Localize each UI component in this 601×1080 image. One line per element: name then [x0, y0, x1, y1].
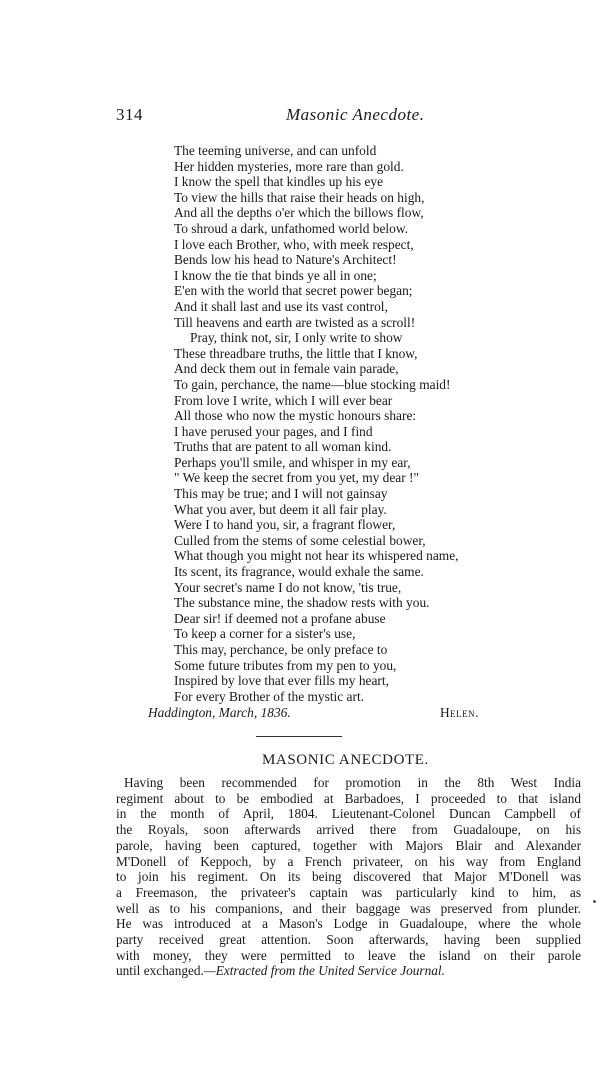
article-line: M'Donell of Keppoch, by a French privateer, on his way from England	[116, 853, 581, 869]
poem-line: Perhaps you'll smile, and whisper in my ear,	[174, 454, 411, 470]
article-line: a Freemason, the privateer's captain was particularly kind to him, as	[116, 884, 581, 900]
article-title: MASONIC ANECDOTE.	[262, 752, 429, 768]
poem-line: The teeming universe, and can unfold	[174, 143, 377, 158]
poem-line: What though you might not hear its whispered name,	[174, 548, 459, 564]
poem-line: I know the tie that binds ye all in one;	[174, 267, 377, 283]
article-line: with money, they were permitted to leave the island on their parole	[116, 947, 581, 963]
article-line: well as to his companions, and their baggage was preserved from plunder.	[116, 900, 581, 916]
poem-line: For every Brother of the mystic art.	[174, 688, 365, 704]
poem-signature-row	[148, 705, 538, 721]
running-title: Masonic Anecdote.	[286, 105, 425, 124]
poem-line: This may, perchance, be only preface to	[174, 642, 388, 657]
print-speck	[593, 900, 596, 903]
article-line: parole, having been captured, together with Majors Blair and Alexander	[116, 837, 581, 853]
poem-line: To view the hills that raise their heads on high,	[174, 189, 425, 205]
article-line: in the month of April, 1804. Lieutenant-Colonel Duncan Campbell of	[116, 806, 581, 822]
article-last-line	[116, 963, 581, 979]
poem-line: Your secret's name I do not know, 'tis true,	[174, 579, 402, 595]
article-source: —Extracted from the United Service Journal.	[203, 963, 445, 979]
poem-line: E'en with the world that secret power began;	[174, 283, 413, 299]
poem-line: Till heavens and earth are twisted as a scroll!	[174, 314, 416, 330]
poem-line: To shroud a dark, unfathomed world below.	[174, 220, 408, 236]
poem-line: Were I to hand you, sir, a fragrant flower,	[174, 517, 396, 533]
article-line: regiment about to be embodied at Barbadoes, I proceeded to that island	[116, 790, 581, 806]
poem-line: Truths that are patent to all woman kind.	[174, 439, 392, 455]
poem-line: What you aver, but deem it all fair play.	[174, 501, 387, 517]
poem-line: Culled from the stems of some celestial bower,	[174, 532, 426, 548]
poem	[174, 143, 534, 704]
poem-line: This may be true; and I will not gainsay	[174, 486, 388, 502]
section-divider	[256, 736, 342, 737]
article-line: party received great attention. Soon afterwards, having been supplied	[116, 932, 581, 948]
poem-line: And all the depths o'er which the billows flow,	[174, 205, 424, 221]
poem-line: Dear sir! if deemed not a profane abuse	[174, 610, 386, 626]
article-line: to join his regiment. On its being discovered that Major M'Donell was	[116, 869, 581, 885]
poem-place-date: Haddington, March, 1836.	[148, 705, 291, 720]
poem-line: " We keep the secret from you yet, my dear !"	[174, 470, 419, 486]
poem-line: Some future tributes from my pen to you,	[174, 657, 397, 673]
poem-line: These threadbare truths, the little that I know,	[174, 345, 418, 361]
page-number: 314	[116, 105, 143, 124]
poem-line: To gain, perchance, the name—blue stocking maid!	[174, 376, 451, 392]
poem-line: Inspired by love that ever fills my heart,	[174, 673, 389, 689]
article-line: Having been recommended for promotion in the 8th West India	[124, 775, 581, 790]
poem-line: And it shall last and use its vast control,	[174, 298, 388, 314]
article-body	[116, 775, 581, 979]
poem-line: I know the spell that kindles up his eye	[174, 174, 384, 190]
poem-line: And deck them out in female vain parade,	[174, 361, 399, 377]
poem-line: The substance mine, the shadow rests with you.	[174, 595, 430, 611]
poem-line: I love each Brother, who, with meek respect,	[174, 236, 414, 252]
poem-line: Her hidden mysteries, more rare than gold.	[174, 158, 404, 174]
article-line: the Royals, soon afterwards arrived there from Guadaloupe, on his	[116, 822, 581, 838]
poem-line: Pray, think not, sir, I only write to show	[190, 330, 403, 346]
poem-line: To keep a corner for a sister's use,	[174, 626, 356, 642]
poem-line: I have perused your pages, and I find	[174, 423, 373, 439]
poem-line: Bends low his head to Nature's Architect!	[174, 252, 397, 268]
article-line: He was introduced at a Mason's Lodge in Guadaloupe, where the whole	[116, 916, 581, 932]
poem-line: All those who now the mystic honours share:	[174, 408, 417, 424]
poem-line: From love I write, which I will ever bear	[174, 392, 393, 408]
poem-signature: Helen.	[440, 705, 480, 720]
article-line: until exchanged.	[116, 963, 204, 979]
poem-line: Its scent, its fragrance, would exhale the same.	[174, 564, 424, 580]
